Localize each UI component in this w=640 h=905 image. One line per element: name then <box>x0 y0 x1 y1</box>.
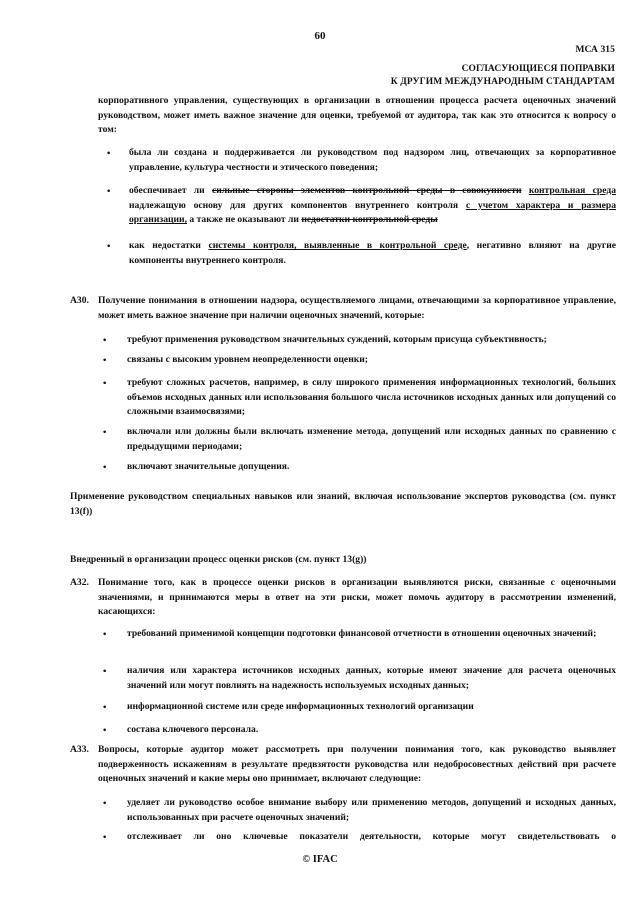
a30-bullet-3: требуют сложных расчетов, например, в силу широкого применения информационных технологий, больших объемов исходных данных или использования большого числа источников исходных данных или допущений со сложными взаимосвязями; <box>127 377 616 418</box>
bullet-marker: • <box>103 798 107 809</box>
a30-bullet-1: требуют применения руководством значительных суждений, которым присуща субъективность; <box>127 334 547 345</box>
bullet-marker: • <box>103 832 107 843</box>
struck-text: сильные стороны элементов контрольной среды в совокупности <box>211 185 522 196</box>
bullet-marker: • <box>103 462 107 473</box>
text-run: обеспечивает ли <box>129 185 212 196</box>
bullet-marker: • <box>103 725 107 736</box>
bullet-marker: • <box>103 629 107 640</box>
header-line-2: К ДРУГИМ МЕЖДУНАРОДНЫМ СТАНДАРТАМ <box>390 77 615 87</box>
para-label-a32: A32. <box>70 577 89 588</box>
bullet-marker: • <box>103 378 107 389</box>
text-run: как недостатки <box>129 240 209 251</box>
bullet-marker: • <box>103 666 107 677</box>
a33-bullet-2: отслеживает ли оно ключевые показатели деятельности, которые могут свидетельствовать о <box>127 831 616 842</box>
specialists-paragraph: Применение руководством специальных навыков или знаний, включая использование экспертов руководства (см. пункт 13(f)) <box>70 491 616 517</box>
para-a32: Понимание того, как в процессе оценки рисков в организации выявляются риски, связанные с оценочными значениями, и принимаются меры в ответ на эти риски, может помочь аудитору в рассмотрении изменений, касающихся: <box>98 577 616 618</box>
text-run: надлежащую основу для других компонентов внутреннего контроля <box>129 199 466 211</box>
doc-code: МСА 315 <box>575 45 615 55</box>
intro-bullet-2 <box>129 184 616 228</box>
footer-copyright: © IFAC <box>302 854 338 865</box>
risk-section-heading: Внедренный в организации процесс оценки рисков (см. пункт 13(g)) <box>70 554 367 565</box>
text-run: , негативно влияют на другие компоненты внутреннего контроля. <box>129 240 617 266</box>
bullet-marker: • <box>103 335 107 346</box>
a32-bullet-1: требований применимой концепции подготовки финансовой отчетности в отношении оценочных значений; <box>127 628 597 639</box>
a30-bullet-4: включали или должны были включать изменение метода, допущений или исходных данных по сравнению с предыдущими периодами; <box>127 426 616 452</box>
a32-bullet-3: информационной системе или среде информационных технологий организации <box>127 701 474 712</box>
text-run: а также не оказывают ли <box>186 214 302 226</box>
bullet-marker: • <box>103 427 107 438</box>
a32-bullet-4: состава ключевого персонала. <box>127 724 259 735</box>
a32-bullet-2: наличия или характера источников исходных данных, которые имеют значение для расчета оценочных значений или могут повлиять на надежность используемых исходных данных; <box>127 665 616 691</box>
inserted-text: системы контроля, выявленные в контрольной среде <box>208 240 467 251</box>
bullet-marker: • <box>107 186 111 197</box>
a33-bullet-1: уделяет ли руководство особое внимание выбору или применению методов, допущений и исходных данных, использованных при расчете оценочных значений; <box>127 797 616 823</box>
bullet-marker: • <box>107 148 111 159</box>
struck-text: недостатки контрольной среды <box>301 214 438 226</box>
a30-bullet-5: включают значительные допущения. <box>127 461 290 472</box>
bullet-marker: • <box>103 355 107 366</box>
intro-bullet-3 <box>129 239 616 268</box>
para-a33: Вопросы, которые аудитор может рассмотреть при получении понимания того, как руководство выявляет подверженность искажениям в результате предвзятости руководства или недобросовестных действий при расчете оценочных значений и какие меры оно принимает, включают следующие: <box>98 744 616 785</box>
text-run <box>522 185 529 196</box>
inserted-text: с учетом характера и размера организации, <box>129 199 616 226</box>
header-line-1: СОГЛАСУЮЩИЕСЯ ПОПРАВКИ <box>461 64 615 74</box>
para-label-a30: A30. <box>70 295 89 306</box>
page-number: 60 <box>314 30 326 42</box>
bullet-marker: • <box>103 702 107 713</box>
para-a30: Получение понимания в отношении надзора, осуществляемого лицами, отвечающими за корпоративное управление, может иметь важное значение при наличии оценочных значений, которые: <box>98 295 616 321</box>
a30-bullet-2: связаны с высоким уровнем неопределенности оценки; <box>127 354 368 365</box>
para-label-a33: A33. <box>70 744 89 755</box>
intro-bullet-1: была ли создана и поддерживается ли руководством под надзором лиц, отвечающих за корпоративное управление, культура честности и этического поведения; <box>129 147 616 173</box>
intro-paragraph: корпоративного управления, существующих в организации в отношении процесса расчета оценочных значений руководством, может иметь важное значение для оценки, требуемой от аудитора, так как это относится к вопросу о том: <box>98 95 616 136</box>
bullet-marker: • <box>107 241 111 252</box>
inserted-text: контрольная среда <box>528 185 616 196</box>
